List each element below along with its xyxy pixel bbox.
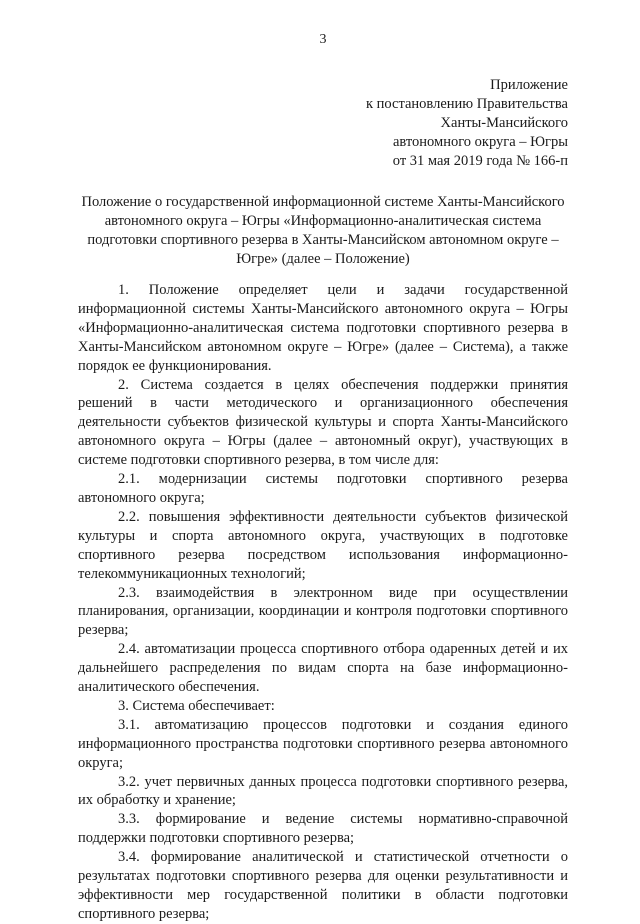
paragraph-2-3: 2.3. взаимодействия в электронном виде при осуществлении планирования, организации, координации и контроля подготовки спортивного резерва; [78, 584, 568, 639]
appendix-line: автономного округа – Югры [392, 134, 568, 150]
document-body [78, 281, 568, 924]
paragraph-3-3: 3.3. формирование и ведение системы нормативно-справочной поддержки подготовки спортивного резерва; [78, 811, 568, 847]
appendix-line: от 31 мая 2019 года № 166-п [392, 153, 568, 169]
paragraph-2: 2. Система создается в целях обеспечения поддержки принятия решений в части методического и организационного обеспечения деятельности субъектов физической культуры и спорта Ханты-Мансийского автономного округа – Югры (далее – автономный округ), участвующих в системе подготовки спортивного резерва, в том числе для: [78, 376, 568, 469]
appendix-block [78, 76, 568, 171]
paragraph-3-2: 3.2. учет первичных данных процесса подготовки спортивного резерва, их обработку и хранение; [78, 773, 568, 809]
paragraph-2-4: 2.4. автоматизации процесса спортивного отбора одаренных детей и их дальнейшего распределения по видам спорта на базе информационно-аналитического обеспечения. [78, 641, 568, 696]
appendix-line: к постановлению Правительства [366, 96, 568, 112]
document-title: Положение о государственной информационной системе Ханты-Мансийского автономного округа – Югры «Информационно-аналитическая система подготовки спортивного резерва в Ханты-Мансийском автономном округе – Югре» (далее – Положение) [81, 194, 565, 267]
paragraph-3: 3. Система обеспечивает: [118, 697, 275, 714]
paragraph-1: 1. Положение определяет цели и задачи государственной информационной системы Ханты-Мансийского автономного округа – Югры «Информационно-аналитическая система подготовки спортивного резерва в Ханты-Мансийском автономном округе – Югре» (далее – Система), а также порядок ее функционирования. [78, 282, 568, 374]
appendix-line: Ханты-Мансийского [440, 115, 568, 131]
page-number: 3 [319, 32, 327, 47]
paragraph-2-2: 2.2. повышения эффективности деятельности субъектов физической культуры и спорта автономного округа, участвующих в подготовке спортивного резерва посредством использования информационно-телекоммуникационных технологий; [78, 508, 568, 582]
paragraph-3-4: 3.4. формирование аналитической и статистической отчетности о результатах подготовки спортивного резерва для оценки результативности и эффективности мер государственной политики в области подготовки спортивного резерва; [78, 849, 568, 922]
appendix-line: Приложение [490, 77, 568, 93]
paragraph-2-1: 2.1. модернизации системы подготовки спортивного резерва автономного округа; [78, 471, 568, 506]
paragraph-3-1: 3.1. автоматизацию процессов подготовки и создания единого информационного пространства подготовки спортивного резерва автономного округа; [78, 716, 568, 771]
